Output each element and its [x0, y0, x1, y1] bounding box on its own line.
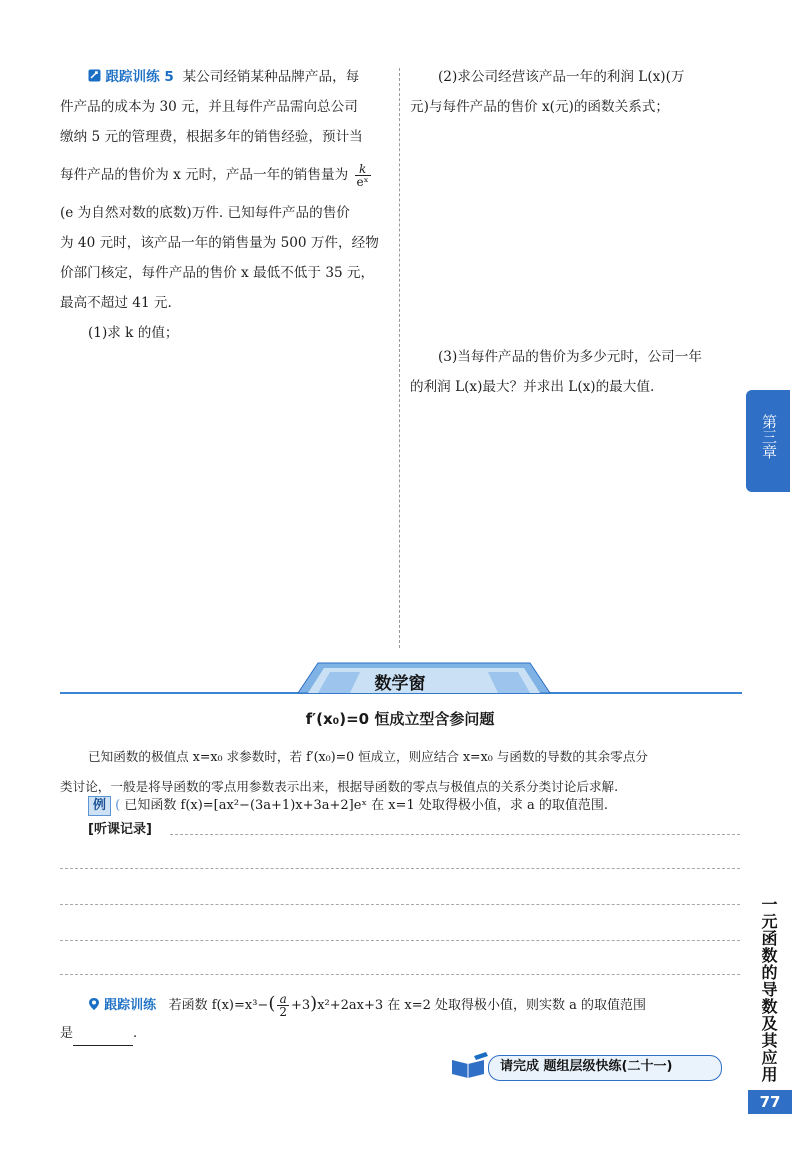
page-number: 77	[748, 1090, 792, 1114]
followup-row	[88, 986, 748, 1024]
question-3-a: (3)当每件产品的售价为多少元时，公司一年	[438, 349, 702, 365]
followup-tag: 跟踪训练	[104, 998, 157, 1013]
pencil-book-icon	[450, 1052, 490, 1082]
practice-5-text-b: 件产品的成本为 30 元，并且每件产品需向总公司	[60, 99, 358, 115]
intro-line-b: 类讨论，一般是将导函数的零点用参数表示出来，根据导函数的零点与极值点的关系分类讨论后求解.	[60, 779, 619, 794]
followup-line-2	[60, 1022, 137, 1046]
practice-5-line-d	[60, 152, 395, 198]
fraction-numerator: k	[355, 163, 371, 176]
practice-5-text-a: 某公司经销某种品牌产品，每	[182, 69, 360, 85]
practice-5-text-h: 最高不超过 41 元.	[60, 295, 172, 311]
math-window-intro	[60, 742, 750, 802]
left-column-body	[60, 92, 395, 348]
footer-task-label: 题组层级快练(二十一)	[543, 1059, 673, 1074]
paren-right: )	[310, 993, 318, 1014]
record-label: [听课记录]	[88, 822, 152, 837]
practice-icon	[88, 69, 101, 82]
followup-text-c: x²+2ax+3 在 x=2 处取得极小值，则实数 a 的取值范围	[317, 998, 647, 1013]
followup-text-a: 若函数 f(x)=x³−	[168, 998, 269, 1013]
followup-text-b: +3	[290, 998, 311, 1013]
followup-text-e: .	[133, 1026, 138, 1041]
fraction-k-over-ex	[355, 163, 371, 188]
chapter-tab-label: 第三章	[760, 414, 778, 459]
record-line-1	[170, 834, 740, 835]
example-bracket-icon: (	[115, 798, 121, 813]
fraction-a-numerator: a	[277, 993, 289, 1006]
question-1: (1)求 k 的值；	[88, 325, 179, 341]
record-line-4	[60, 940, 740, 941]
example-text: 已知函数 f(x)=[ax²−(3a+1)x+3a+2]eˣ 在 x=1 处取得极小值，求 a 的取值范围.	[124, 798, 608, 813]
practice-5-line-1	[88, 62, 393, 92]
math-window-label: 数学窗	[374, 674, 426, 694]
example-row	[88, 794, 748, 818]
question-3-b: 的利润 L(x)最大？并求出 L(x)的最大值.	[410, 379, 655, 395]
fraction-a-over-2	[277, 993, 289, 1018]
record-line-2	[60, 868, 740, 869]
chapter-title: 一元函数的导数及其应用	[759, 896, 778, 1083]
right-column-q2	[410, 62, 746, 122]
question-2-a: (2)求公司经营该产品一年的利润 L(x)(万	[438, 69, 685, 85]
column-divider	[399, 68, 400, 648]
practice-5-text-g: 价部门核定，每件产品的售价 x 最低不低于 35 元，	[60, 265, 375, 281]
footer-task-banner[interactable]	[450, 1052, 722, 1082]
question-2-b: 元)与每件产品的售价 x(元)的函数关系式；	[410, 99, 669, 115]
fraction-a-denominator: 2	[279, 1005, 287, 1019]
practice-5-tag: 跟踪训练 5	[105, 69, 174, 85]
practice-5-text-e: (e 为自然对数的底数)万件. 已知每件产品的售价	[60, 205, 350, 221]
practice-5-text-f: 为 40 元时，该产品一年的销售量为 500 万件，经物	[60, 235, 379, 251]
example-tag: 例	[88, 796, 111, 816]
record-line-5	[60, 974, 740, 975]
fraction-denominator: eˣ	[356, 175, 369, 189]
intro-line-a: 已知函数的极值点 x=x₀ 求参数时，若 f′(x₀)=0 恒成立，则应结合 x=x₀ 与函数的导数的其余零点分	[88, 749, 648, 764]
followup-text-d: 是	[60, 1026, 74, 1041]
chapter-tab	[746, 390, 790, 492]
practice-5-text-d: 每件产品的售价为 x 元时，产品一年的销售量为	[60, 167, 349, 183]
math-window-title: f′(x₀)=0 恒成立型含参问题	[305, 710, 495, 728]
right-column-q3	[410, 342, 746, 402]
location-pin-icon	[88, 997, 100, 1011]
record-line-3	[60, 904, 740, 905]
answer-blank[interactable]	[73, 1031, 133, 1046]
footer-finish-label: 请完成	[500, 1059, 540, 1074]
practice-5-text-c: 缴纳 5 元的管理费，根据多年的销售经验，预计当	[60, 129, 363, 145]
paren-left: (	[268, 993, 276, 1014]
left-column	[88, 62, 393, 92]
